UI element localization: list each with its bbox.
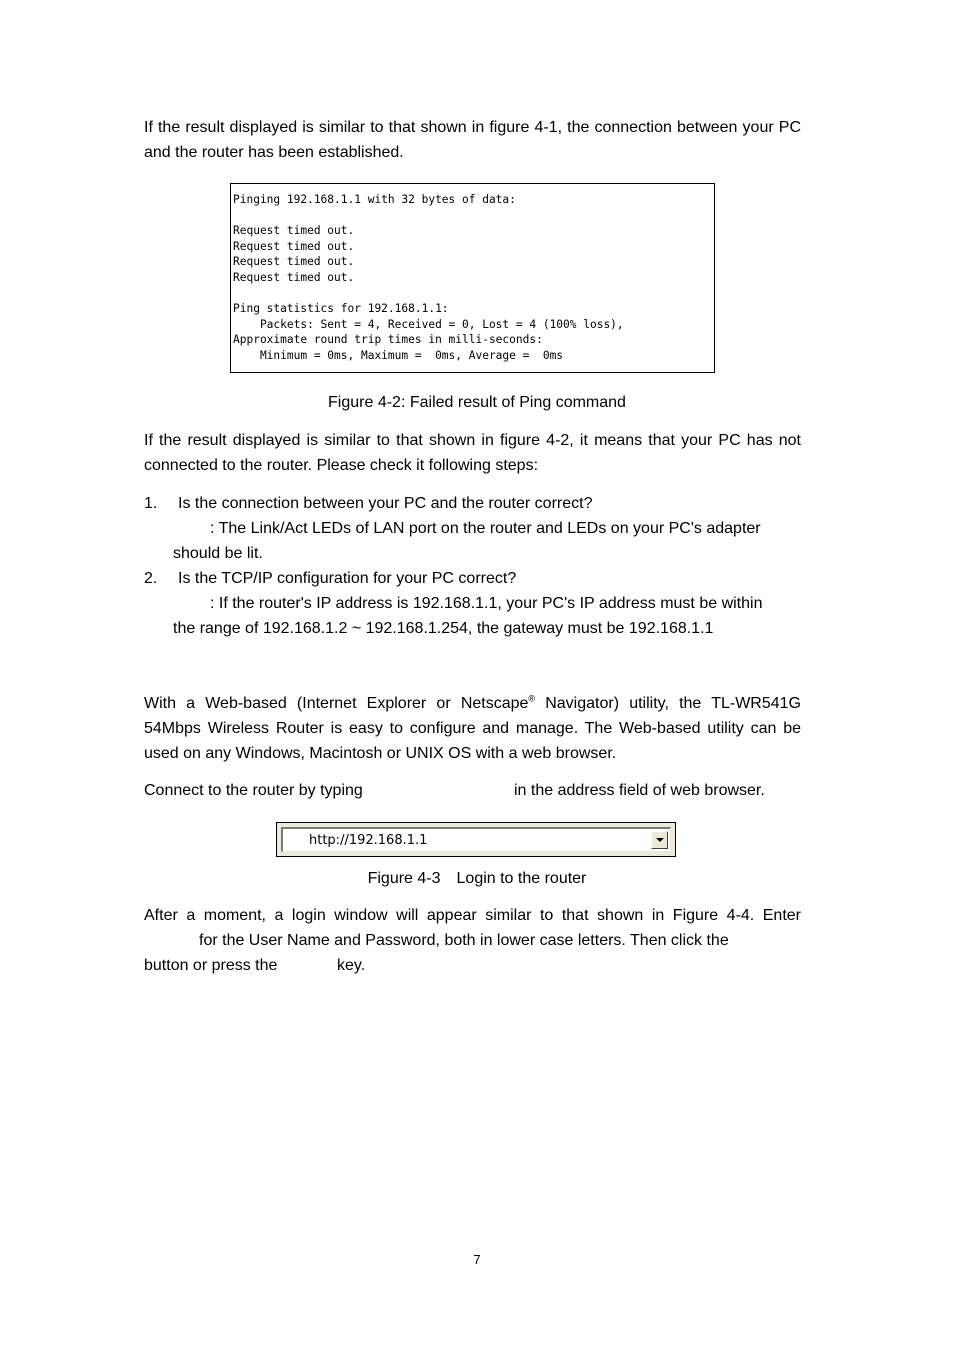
login-line-3a: button or press the: [144, 957, 278, 974]
connect-text-after: in the address field of web browser.: [514, 782, 765, 799]
console-line: Request timed out.: [233, 255, 355, 269]
console-line: Request timed out.: [233, 271, 355, 284]
failed-result-paragraph: If the result displayed is similar to that shown in figure 4-2, it means that your PC has not connected to the router. Please check it following steps:: [144, 432, 801, 474]
step-2-question: Is the TCP/IP configuration for your PC correct?: [178, 570, 517, 587]
dropdown-arrow-icon[interactable]: [651, 831, 668, 849]
login-line-2: for the User Name and Password, both in lower case letters. Then click the: [199, 932, 729, 949]
figure-4-3-caption: Figure 4-3 Login to the router: [367, 870, 587, 887]
console-line: Packets: Sent = 4, Received = 0, Lost = 4 (100% loss),: [233, 317, 624, 331]
browser-address-bar: [276, 822, 676, 857]
intro-paragraph: If the result displayed is similar to that shown in figure 4-1, the connection between your PC and the router has been established.: [144, 119, 801, 161]
address-field[interactable]: [281, 827, 671, 852]
console-line: Request timed out.: [233, 239, 355, 253]
web-utility-text-2: Navigator) utility, the TL-WR541G 54Mbps Wireless Router is easy to configure and manage. The Web-based utility can be used on any Windows, Macintosh or UNIX OS with a web browser.: [144, 695, 801, 762]
step-2-answer-line-1: : If the router's IP address is 192.168.1.1, your PC's IP address must be within: [210, 595, 763, 612]
registered-mark: ®: [528, 693, 536, 704]
login-line-1: After a moment, a login window will appear similar to that shown in Figure 4-4. Enter: [144, 907, 801, 924]
web-utility-paragraph: [144, 691, 801, 766]
login-line-3b: key.: [337, 957, 366, 974]
step-2-answer-line-2: the range of 192.168.1.2 ~ 192.168.1.254, the gateway must be 192.168.1.1: [173, 620, 714, 637]
connect-text-before: Connect to the router by typing: [144, 782, 363, 799]
step-1-question: Is the connection between your PC and the router correct?: [178, 495, 593, 512]
console-line: Request timed out.: [233, 224, 355, 238]
ping-console-output: [230, 183, 715, 373]
address-url: http://192.168.1.1: [309, 833, 428, 848]
console-line: Approximate round trip times in milli-seconds:: [233, 333, 543, 347]
figure-4-2-caption: Figure 4-2: Failed result of Ping command: [328, 394, 626, 411]
step-1-answer-line-2: should be lit.: [173, 545, 263, 562]
step-2-number: 2.: [144, 570, 158, 587]
web-utility-text-1: With a Web-based (Internet Explorer or Netscape: [144, 695, 529, 712]
console-line: Minimum = 0ms, Maximum = 0ms, Average = 0ms: [233, 349, 564, 362]
step-1-number: 1.: [144, 495, 158, 512]
step-1-answer-line-1: : The Link/Act LEDs of LAN port on the router and LEDs on your PC's adapter: [210, 520, 761, 537]
page-number: 7: [473, 1252, 481, 1267]
console-line: Ping statistics for 192.168.1.1:: [233, 302, 449, 316]
console-line: Pinging 192.168.1.1 with 32 bytes of data:: [233, 193, 516, 206]
